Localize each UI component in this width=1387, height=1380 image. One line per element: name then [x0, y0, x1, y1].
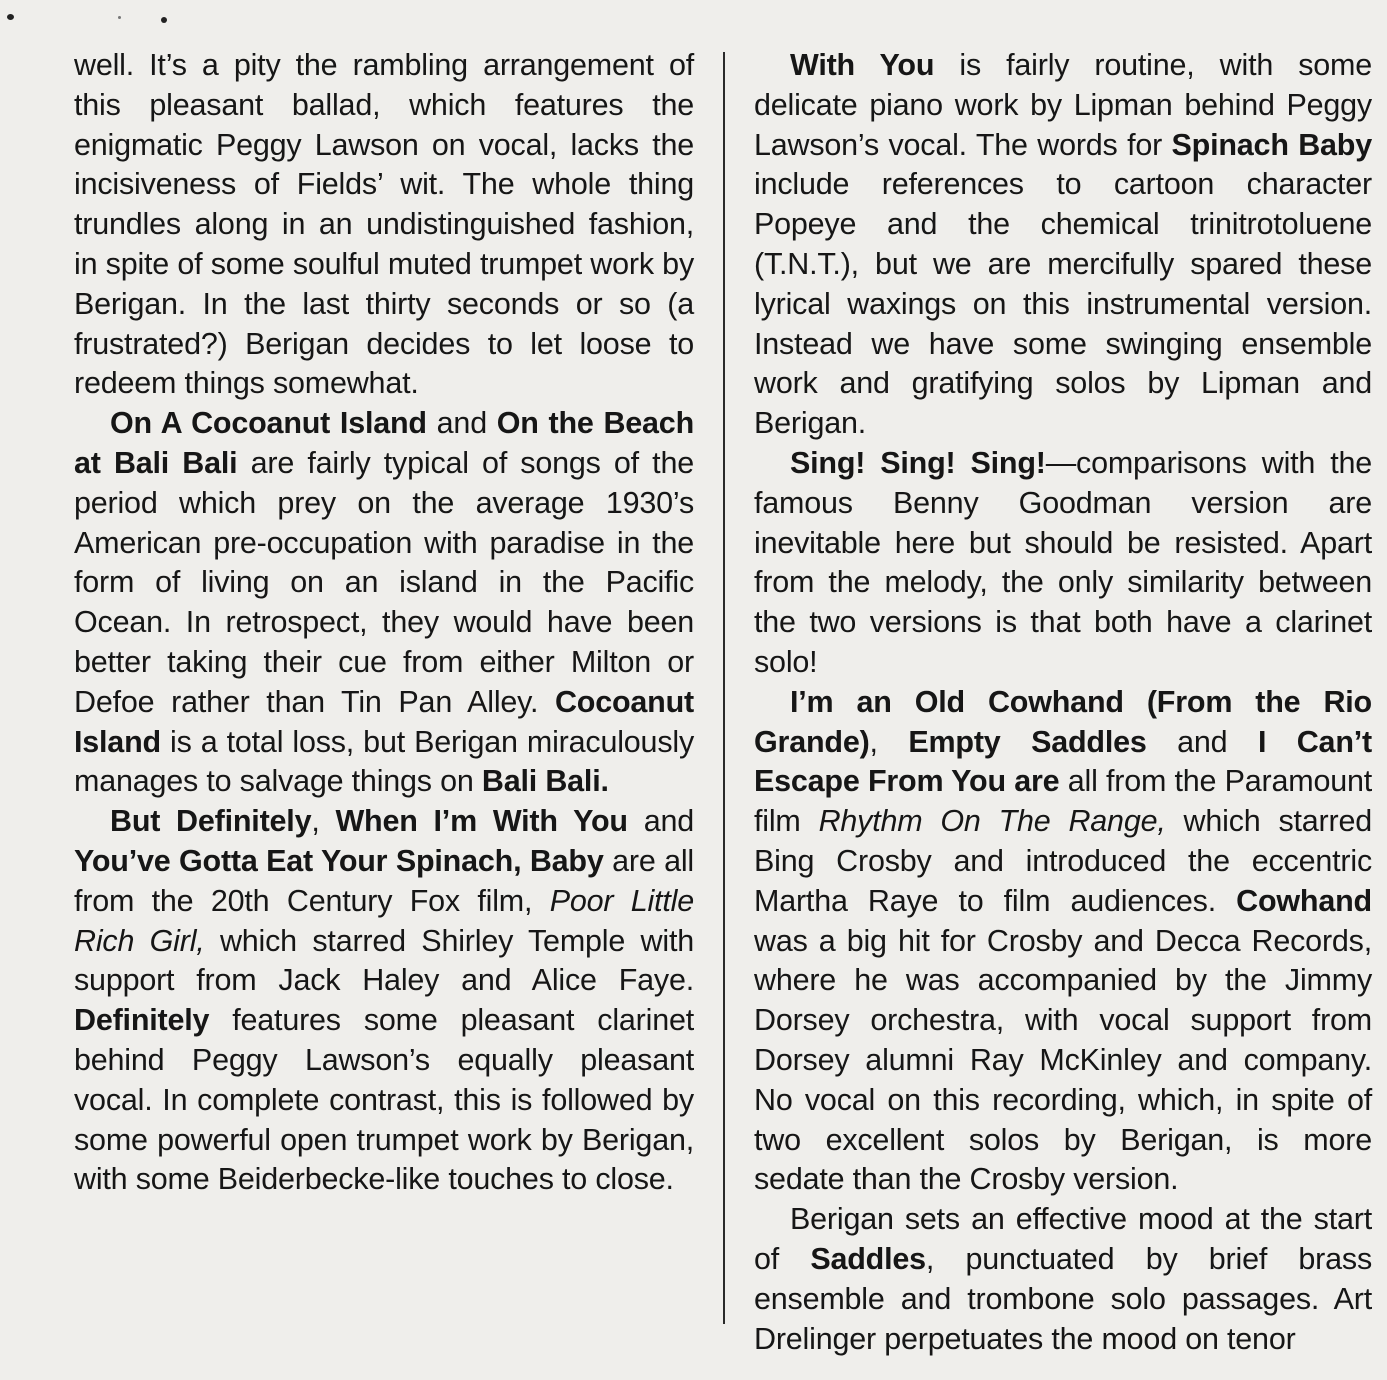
ink-speck: [161, 17, 167, 23]
right-column: [754, 46, 1372, 1359]
song-title: When I’m With You: [335, 804, 628, 839]
song-title: Saddles: [810, 1241, 926, 1276]
ink-speck: [7, 14, 14, 20]
body-text: are fairly typical of songs of the period which prey on the average 1930’s American pre-occupation with paradise in the form of living on an island in the Pacific Ocean. In retrospect, they would have been better taking their cue from either Milton or Defoe rather than Tin Pan Alley.: [74, 445, 694, 719]
body-text: ,: [869, 724, 909, 759]
song-title: Definitely: [74, 1003, 210, 1038]
body-text: and: [627, 804, 694, 839]
paragraph: [754, 46, 1372, 444]
body-text: all from the Paramount film: [754, 764, 1373, 839]
song-title: On the Beach at Bali Bali: [74, 406, 695, 480]
film-title: Rhythm On The Range,: [818, 804, 1166, 839]
film-title: Poor Little Rich Girl,: [74, 883, 695, 958]
song-title: Empty Saddles: [908, 724, 1147, 759]
body-text: was a big hit for Crosby and Decca Records, where he was accompanied by the Jimmy Dorsey orchestra, with vocal support from Dorsey alumni Ray McKinley and company. No vocal on this recording, which, in spite of two excellent solos by Berigan, is more sedate than the Crosby version.: [754, 923, 1372, 1197]
body-text: and: [426, 406, 497, 441]
song-title: Cocoanut Island: [74, 684, 694, 759]
ink-speck: [118, 16, 121, 19]
body-text: which starred Bing Crosby and introduced the eccentric Martha Raye to film audiences.: [754, 804, 1372, 918]
paragraph: [74, 404, 694, 802]
paragraph: [754, 683, 1372, 1200]
body-text: which starred Shirley Temple with support from Jack Haley and Alice Faye.: [74, 923, 694, 998]
paragraph: [74, 802, 694, 1200]
body-text: include references to cartoon character Popeye and the chemical trinitrotoluene (T.N.T.), but we are mercifully spared these lyrical waxings on this instrumental version. Instead we have some swinging ensemble work and gratifying solos by Lipman and Berigan.: [754, 167, 1372, 441]
body-text: are all from the 20th Century Fox film,: [74, 843, 694, 918]
body-text: well. It’s a pity the rambling arrangement of this pleasant ballad, which features the enigmatic Peggy Lawson on vocal, lacks the incisiveness of Fields’ wit. The whole thing trundles along in an undistinguished fashion, in spite of some soulful muted trumpet work by Berigan. In the last thirty seconds or so (a frustrated?) Berigan decides to let loose to redeem things somewhat.: [74, 48, 694, 401]
column-divider: [723, 52, 725, 1324]
song-title: With You: [790, 48, 935, 82]
body-text: —comparisons with the famous Benny Goodman version are inevitable here but should be resisted. Apart from the melody, the only similarity between the two versions is that both have a clarinet solo!: [754, 445, 1372, 679]
song-title: I’m an Old Cowhand (From the Rio Grande): [754, 684, 1372, 759]
song-title: You’ve Gotta Eat Your Spinach, Baby: [74, 843, 604, 878]
paragraph: [754, 444, 1372, 683]
song-title: I Can’t Escape From You are: [754, 724, 1372, 799]
song-title: Sing! Sing! Sing!: [790, 445, 1046, 480]
body-text: is a total loss, but Berigan miraculously manages to salvage things on: [74, 724, 694, 799]
body-text: , punctuated by brief brass ensemble and trombone solo passages. Art Drelinger perpetuates the mood on tenor: [754, 1241, 1372, 1356]
body-text: Berigan sets an effective mood at the start of: [754, 1202, 1372, 1276]
song-title: Bali Bali.: [481, 764, 609, 799]
body-text: features some pleasant clarinet behind Peggy Lawson’s equally pleasant vocal. In complete contrast, this is followed by some powerful open trumpet work by Berigan, with some Beiderbecke-like touches to close.: [74, 1003, 694, 1197]
paragraph: [754, 1200, 1372, 1359]
body-text: is fairly routine, with some delicate piano work by Lipman behind Peggy Lawson’s vocal. The words for: [754, 48, 1372, 162]
song-title: But Definitely: [110, 804, 312, 839]
body-text: ,: [311, 804, 336, 839]
song-title: Spinach Baby: [1171, 127, 1372, 162]
paragraph: [74, 46, 694, 404]
song-title: On A Cocoanut Island: [110, 406, 427, 441]
left-column: [74, 46, 694, 1200]
song-title: Cowhand: [1236, 883, 1372, 918]
body-text: and: [1146, 724, 1258, 759]
